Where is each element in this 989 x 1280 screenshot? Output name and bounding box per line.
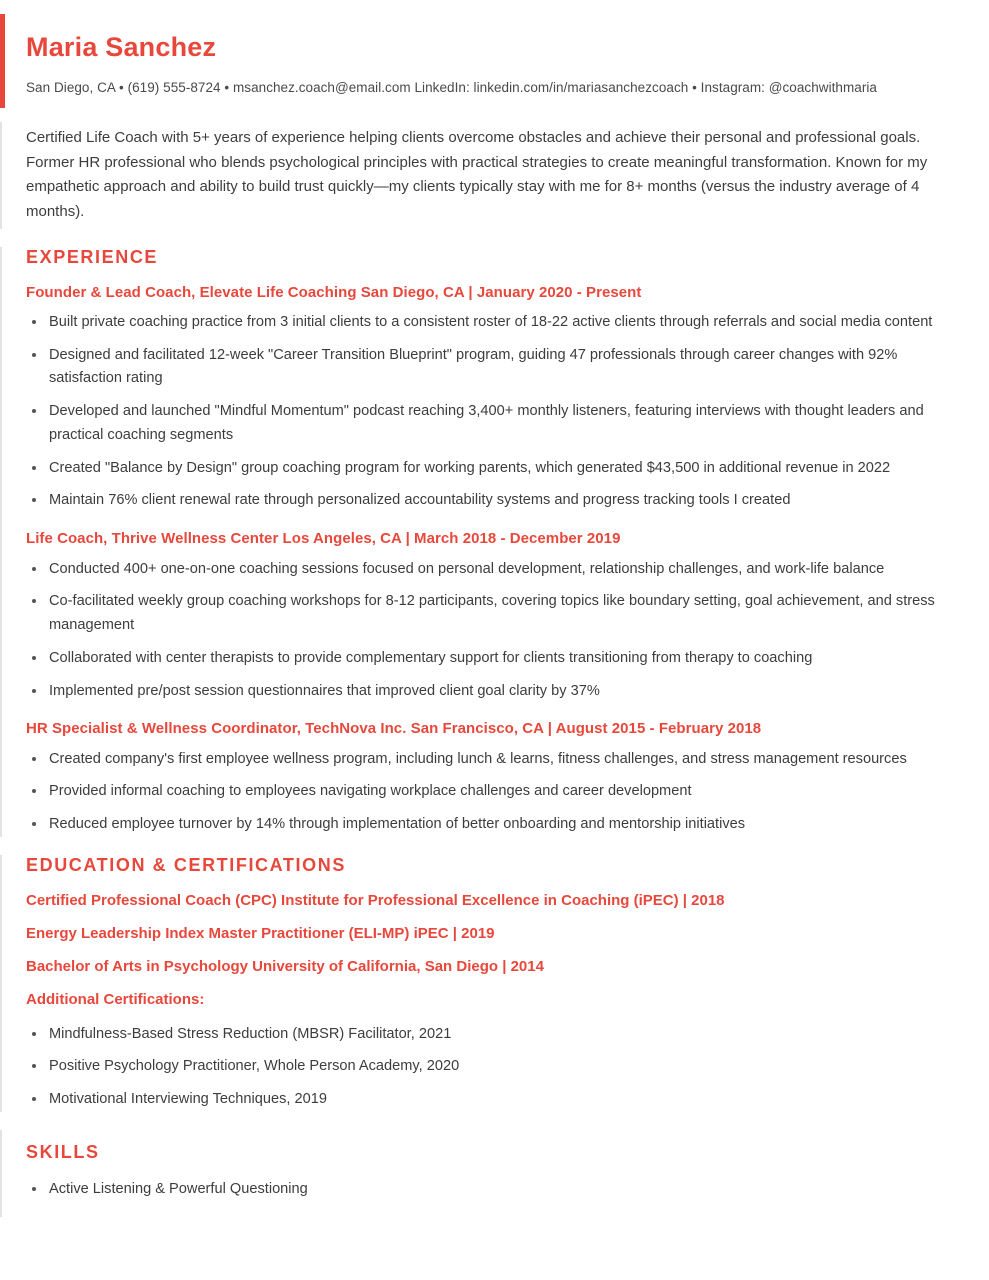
job-bullets bbox=[26, 311, 989, 513]
list-item: Mindfulness-Based Stress Reduction (MBSR) Facilitator, 2021 bbox=[26, 1023, 989, 1047]
job-bullets bbox=[26, 748, 989, 837]
contact-line: San Diego, CA • (619) 555-8724 • msanchez.coach@email.com LinkedIn: linkedin.com/in/mariasanchezcoach • Instagram: @coachwithmaria bbox=[26, 80, 877, 96]
resume-header bbox=[0, 14, 989, 108]
experience-section bbox=[0, 247, 989, 837]
list-item: Conducted 400+ one-on-one coaching sessions focused on personal development, relationship challenges, and work-life balance bbox=[26, 558, 989, 582]
summary-section bbox=[0, 122, 989, 229]
job-heading: HR Specialist & Wellness Coordinator, TechNova Inc. San Francisco, CA | August 2015 - February 2018 bbox=[26, 720, 762, 738]
list-item: Co-facilitated weekly group coaching workshops for 8-12 participants, covering topics like boundary setting, goal achievement, and stress management bbox=[26, 590, 989, 638]
job-heading: Life Coach, Thrive Wellness Center Los Angeles, CA | March 2018 - December 2019 bbox=[26, 530, 621, 548]
education-entry: Bachelor of Arts in Psychology University of California, San Diego | 2014 bbox=[26, 958, 544, 976]
education-entry: Certified Professional Coach (CPC) Institute for Professional Excellence in Coaching (iPEC) | 2018 bbox=[26, 891, 725, 909]
education-section bbox=[0, 855, 989, 1112]
list-item: Designed and facilitated 12-week "Career Transition Blueprint" program, guiding 47 professionals through career changes with 92% satisfaction rating bbox=[26, 344, 989, 392]
list-item: Created company's first employee wellness program, including lunch & learns, fitness challenges, and stress management resources bbox=[26, 748, 989, 772]
page-title: Maria Sanchez bbox=[26, 32, 217, 62]
list-item: Provided informal coaching to employees navigating workplace challenges and career development bbox=[26, 780, 989, 804]
job-heading: Founder & Lead Coach, Elevate Life Coaching San Diego, CA | January 2020 - Present bbox=[26, 283, 642, 301]
list-item: Created "Balance by Design" group coaching program for working parents, which generated $43,500 in additional revenue in 2022 bbox=[26, 457, 989, 481]
section-heading-experience: EXPERIENCE bbox=[26, 246, 159, 267]
job-bullets bbox=[26, 558, 989, 704]
skills-section bbox=[0, 1130, 989, 1217]
additional-certifications-list bbox=[26, 1023, 989, 1112]
skills-list bbox=[26, 1178, 989, 1202]
list-item: Implemented pre/post session questionnaires that improved client goal clarity by 37% bbox=[26, 680, 989, 704]
section-heading-education: EDUCATION & CERTIFICATIONS bbox=[26, 855, 346, 875]
section-heading-skills: SKILLS bbox=[26, 1141, 100, 1162]
additional-certifications-label: Additional Certifications: bbox=[26, 991, 205, 1009]
list-item: Active Listening & Powerful Questioning bbox=[26, 1178, 989, 1202]
summary-text: Certified Life Coach with 5+ years of experience helping clients overcome obstacles and achieve their personal and professional goals. Former HR professional who blends psychological principles with practical strategies to create meaningful transformation. Known for my empathetic approach and ability to build trust quickly—my clients typically stay with me for 8+ months (versus the industry average of 4 months). bbox=[26, 128, 928, 221]
list-item: Maintain 76% client renewal rate through personalized accountability systems and progress tracking tools I created bbox=[26, 489, 989, 513]
list-item: Reduced employee turnover by 14% through implementation of better onboarding and mentorship initiatives bbox=[26, 813, 989, 837]
education-entry: Energy Leadership Index Master Practitioner (ELI-MP) iPEC | 2019 bbox=[26, 924, 495, 942]
list-item: Built private coaching practice from 3 initial clients to a consistent roster of 18-22 active clients through referrals and social media content bbox=[26, 311, 989, 335]
list-item: Positive Psychology Practitioner, Whole Person Academy, 2020 bbox=[26, 1055, 989, 1079]
list-item: Motivational Interviewing Techniques, 2019 bbox=[26, 1088, 989, 1112]
list-item: Collaborated with center therapists to provide complementary support for clients transitioning from therapy to coaching bbox=[26, 647, 989, 671]
list-item: Developed and launched "Mindful Momentum" podcast reaching 3,400+ monthly listeners, featuring interviews with thought leaders and practical coaching segments bbox=[26, 400, 989, 448]
